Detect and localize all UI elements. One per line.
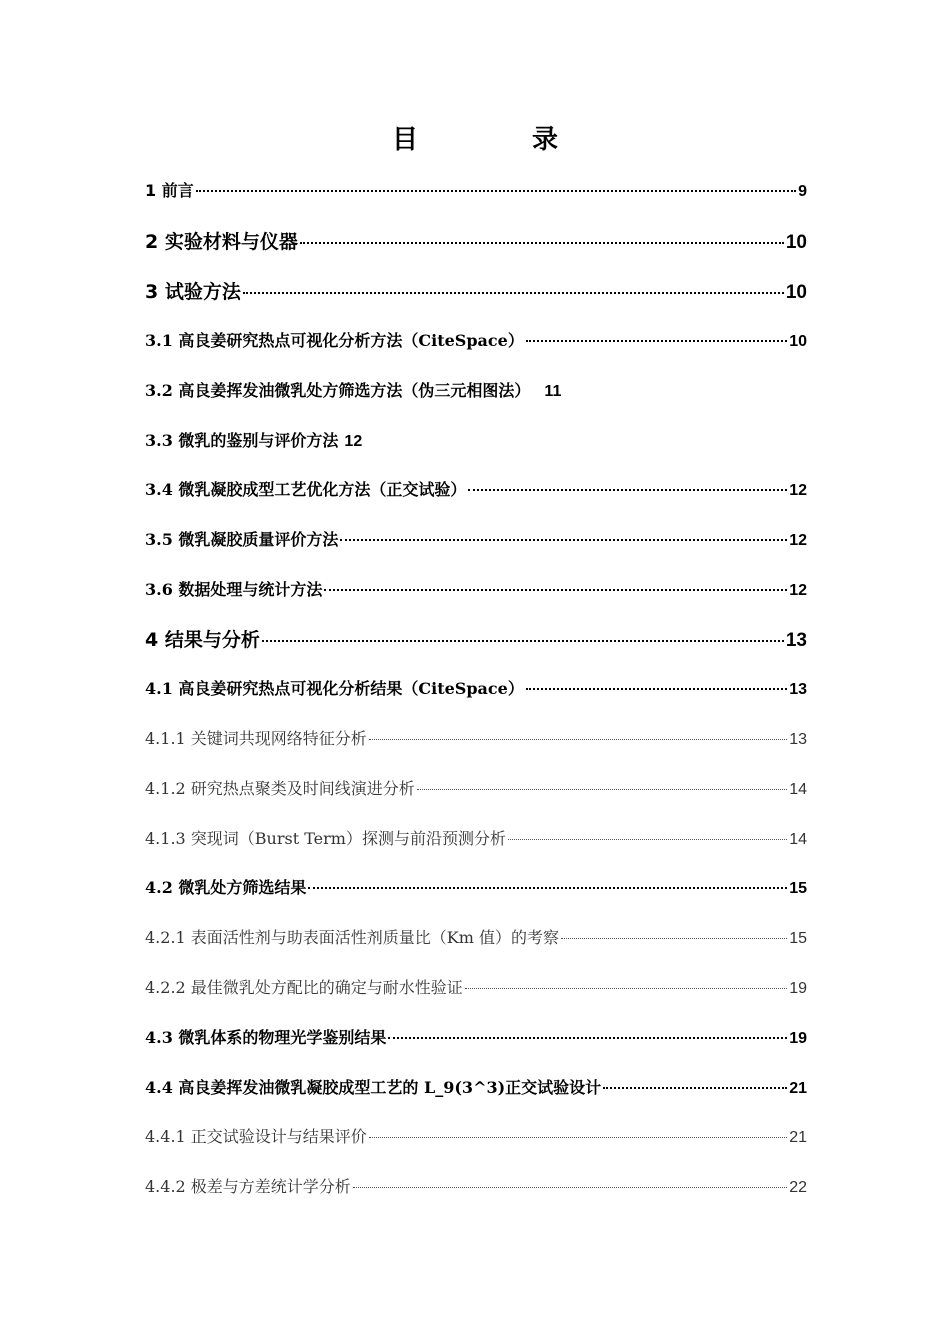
toc-page-number: 12 [789, 532, 807, 549]
toc-entry-4-4-2[interactable] [145, 1174, 807, 1197]
toc-entry-4-2[interactable] [145, 875, 807, 898]
toc-entry-3-2[interactable] [145, 378, 807, 401]
dot-leader [340, 539, 787, 541]
toc-entry-methods[interactable] [145, 277, 807, 304]
toc-page-number: 12 [789, 482, 807, 499]
toc-entry-text: 3.5 微乳凝胶质量评价方法 [145, 530, 339, 549]
dot-leader [417, 789, 787, 790]
toc-page-number: 19 [789, 1030, 807, 1047]
toc-entry-materials[interactable] [145, 227, 807, 254]
dot-leader [369, 1137, 787, 1138]
toc-entry-text: 3 试验方法 [145, 281, 241, 303]
dot-leader [300, 242, 784, 244]
toc-entry-4-2-1[interactable] [145, 925, 807, 948]
toc-entry-4-3[interactable] [145, 1025, 807, 1048]
toc-page-number: 13 [789, 681, 807, 698]
dot-leader [561, 938, 787, 939]
dot-leader [308, 887, 787, 889]
toc-entry-text: 3.4 微乳凝胶成型工艺优化方法（正交试验） [145, 480, 467, 499]
dot-leader [353, 1187, 787, 1188]
toc-entry-text: 4.3 微乳体系的物理光学鉴别结果 [145, 1028, 387, 1047]
dot-leader [196, 190, 796, 192]
toc-entry-4-4[interactable] [145, 1075, 807, 1098]
toc-entry-text: 4.4.1 正交试验设计与结果评价 [145, 1127, 367, 1146]
toc-page-number: 11 [544, 383, 562, 400]
toc-entry-3-1[interactable] [145, 328, 807, 351]
toc-entry-text: 3.3 微乳的鉴别与评价方法 [145, 431, 339, 450]
toc-page-number: 22 [789, 1179, 807, 1196]
dot-leader [262, 640, 784, 642]
toc-entry-text: 4.1.2 研究热点聚类及时间线演进分析 [145, 779, 415, 798]
dot-leader [508, 839, 787, 840]
toc-entry-3-3[interactable] [145, 428, 807, 451]
toc-page-number: 14 [789, 831, 807, 848]
toc-entry-3-5[interactable] [145, 527, 807, 550]
toc-page-number: 21 [789, 1129, 807, 1146]
toc-page-number: 13 [789, 731, 807, 748]
toc-page-number: 9 [798, 183, 807, 200]
dot-leader [526, 688, 787, 690]
dot-leader [324, 589, 787, 591]
toc-entry-results[interactable] [145, 625, 807, 652]
toc-entry-4-1-1[interactable] [145, 726, 807, 749]
toc-page-number: 10 [785, 232, 807, 253]
toc-entry-text: 4.1.3 突现词（Burst Term）探测与前沿预测分析 [145, 829, 506, 848]
toc-entry-text: 4.1 高良姜研究热点可视化分析结果（CiteSpace） [145, 679, 524, 698]
dot-leader [243, 292, 784, 294]
toc-entry-text: 4 结果与分析 [145, 629, 260, 651]
toc-entry-4-4-1[interactable] [145, 1124, 807, 1147]
toc-entry-text: 4.1.1 关键词共现网络特征分析 [145, 729, 367, 748]
toc-entry-text: 4.2.1 表面活性剂与助表面活性剂质量比（Km 值）的考察 [145, 928, 560, 947]
toc-entry-text: 3.2 高良姜挥发油微乳处方筛选方法（伪三元相图法） [145, 381, 531, 400]
dot-leader [388, 1037, 787, 1039]
toc-page-number: 13 [785, 630, 807, 651]
toc-page-number: 12 [789, 582, 807, 599]
toc-page-number: 12 [344, 433, 363, 450]
toc-entry-text: 4.4.2 极差与方差统计学分析 [145, 1177, 351, 1196]
toc-page-number: 10 [785, 282, 807, 303]
toc-page-number: 15 [789, 880, 807, 897]
toc-entry-4-1-3[interactable] [145, 826, 807, 849]
toc-page-number: 10 [789, 333, 807, 350]
toc-entry-text: 2 实验材料与仪器 [145, 231, 298, 253]
toc-entry-text: 4.4 高良姜挥发油微乳凝胶成型工艺的 L_9(3^3)正交试验设计 [145, 1078, 602, 1097]
toc-entry-text: 3.6 数据处理与统计方法 [145, 580, 323, 599]
toc-entry-4-2-2[interactable] [145, 975, 807, 998]
toc-entry-4-1[interactable] [145, 676, 807, 699]
toc-entry-4-1-2[interactable] [145, 776, 807, 799]
toc-entry-text: 3.1 高良姜研究热点可视化分析方法（CiteSpace） [145, 331, 524, 350]
toc-entry-text: 4.2 微乳处方筛选结果 [145, 878, 307, 897]
page-title: 目 录 [391, 125, 602, 155]
toc-page-number: 15 [789, 930, 807, 947]
toc-entry-text: 4.2.2 最佳微乳处方配比的确定与耐水性验证 [145, 978, 463, 997]
toc-entry-text: 1 前言 [145, 181, 194, 200]
dot-leader [465, 988, 787, 989]
dot-leader [526, 340, 787, 342]
toc-page-number: 21 [789, 1080, 807, 1097]
toc-entry-3-6[interactable] [145, 577, 807, 600]
dot-leader [369, 739, 787, 740]
toc-page-number: 14 [789, 781, 807, 798]
dot-leader [468, 489, 787, 491]
toc-page-number: 19 [789, 980, 807, 997]
toc-entry-preface[interactable] [145, 178, 807, 201]
toc-entry-3-4[interactable] [145, 477, 807, 500]
dot-leader [603, 1087, 787, 1089]
